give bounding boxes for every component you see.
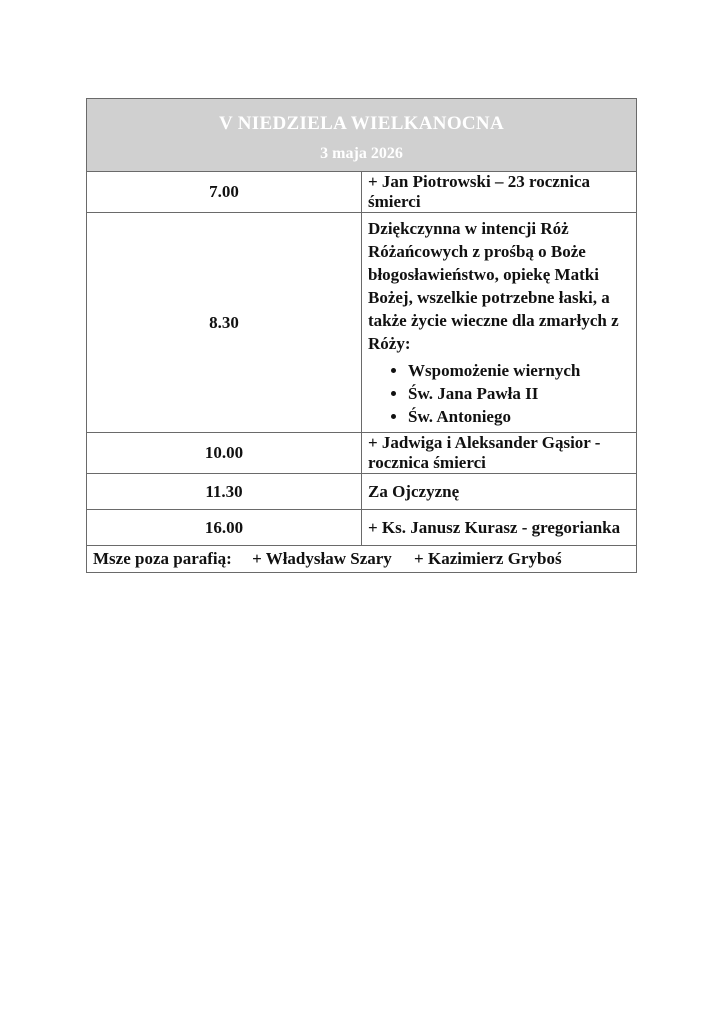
mass-intention: + Jadwiga i Aleksander Gąsior - rocznica śmierci (362, 433, 637, 474)
footer-intention: + Kazimierz Gryboś (414, 549, 562, 568)
footer-row (87, 546, 637, 573)
mass-time: 16.00 (87, 510, 362, 546)
mass-intention: + Ks. Janusz Kurasz - gregorianka (362, 510, 637, 546)
footer-label: Msze poza parafią: (93, 549, 232, 568)
header-row (87, 99, 637, 172)
intention-list (368, 359, 630, 428)
mass-time: 8.30 (87, 213, 362, 433)
table-row (87, 474, 637, 510)
list-item: • Św. Antoniego (408, 405, 630, 428)
mass-schedule (86, 98, 637, 573)
schedule-table (86, 98, 637, 573)
footer-cell (87, 546, 637, 573)
list-item: • Wspomożenie wiernych (408, 359, 630, 382)
table-row (87, 433, 637, 474)
list-item: • Św. Jana Pawła II (408, 382, 630, 405)
mass-time: 11.30 (87, 474, 362, 510)
table-row (87, 213, 637, 433)
table-row (87, 510, 637, 546)
page-title: V NIEDZIELA WIELKANOCNA (219, 113, 504, 134)
mass-time: 7.00 (87, 172, 362, 213)
mass-intention: Za Ojczyznę (362, 474, 637, 510)
footer-intention: + Władysław Szary (252, 549, 392, 568)
header-cell (87, 99, 637, 172)
mass-intention-cell (362, 213, 637, 433)
mass-intention: Dziękczynna w intencji Róż Różańcowych z prośbą o Boże błogosławieństwo, opiekę Matki Bożej, wszelkie potrzebne łaski, a także życie wieczne dla zmarłych z Róży: (368, 219, 619, 353)
page-date: 3 maja 2026 (320, 145, 403, 162)
mass-intention: + Jan Piotrowski – 23 rocznica śmierci (362, 172, 637, 213)
table-row (87, 172, 637, 213)
mass-time: 10.00 (87, 433, 362, 474)
